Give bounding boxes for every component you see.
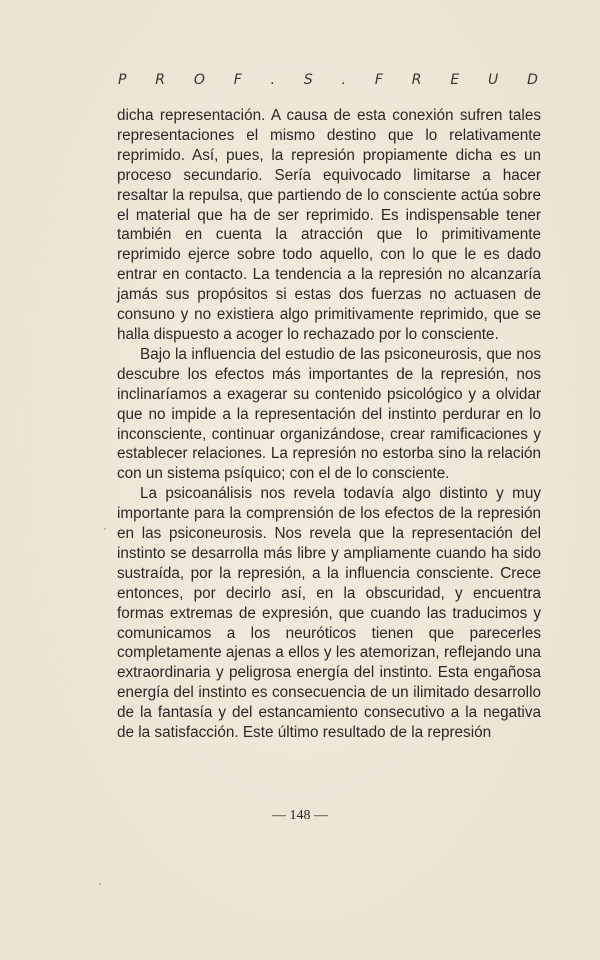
- running-head-letter: R: [411, 72, 422, 88]
- paragraph: dicha representación. A causa de esta conexión sufren tales representaciones el mismo destino que lo relativamente reprimido. Así, pues, la represión propiamente dicha es un proceso secundario. Sería equivocado limitarse a hacer resaltar la repulsa, que partiendo de lo consciente actúa sobre el material que ha de ser reprimido. Es indispensable tener también en cuenta la atracción que lo primitivamente reprimido ejerce sobre todo aquello, con lo que le es dado entrar en contacto. La tendencia a la represión no alcanzaría jamás sus propósitos si estas dos fuerzas no actuasen de consuno y no existiera algo primitivamente reprimido, que se halla dispuesto a acoger lo rechazado por lo consciente.: [117, 107, 541, 343]
- running-head-letter: R: [155, 72, 166, 88]
- paragraph: La psicoanálisis nos revela todavía algo distinto y muy importante para la comprensión de los efectos de la represión en las psiconeurosis. Nos revela que la representación del instinto se desarrolla más libre y ampliamente cuando ha sido sustraída, por la represión, a la influencia consciente. Crece entonces, por decirlo así, en la obscuridad, y encuentra formas extremas de expresión, que cuando las traducimos y comunicamos a los neuróticos tienen que parecerles completamente ajenas a ellos y les atemorizan, reflejando una extraordinaria y peligrosa energía del instinto. Esta engañosa energía del instinto es consecuencia de un ilimitado desarrollo de la fantasía y del estancamiento consecutivo a la negativa de la satisfacción. Este último resultado de la represión: [117, 485, 541, 742]
- running-head-letter: O: [193, 72, 205, 88]
- paper-speck: [104, 528, 106, 530]
- body-text: [117, 106, 541, 743]
- running-head: [118, 72, 538, 88]
- paper-speck: [99, 883, 101, 885]
- page-number: — 148 —: [272, 808, 328, 823]
- running-head-letter: P: [118, 72, 127, 88]
- running-head-letter: S: [303, 72, 313, 88]
- paragraph: Bajo la influencia del estudio de las psiconeurosis, que nos descubre los efectos más importantes de la represión, nos inclinaríamos a exagerar su contenido psicológico y a olvidar que no impide a la representación del instinto perdurar en lo inconsciente, continuar organizándose, crear ramificaciones y establecer relaciones. La represión no estorba sino la relación con un sistema psíquico; con el de lo consciente.: [117, 345, 541, 483]
- running-head-letter: .: [270, 72, 276, 88]
- running-head-letter: U: [488, 72, 499, 88]
- running-head-letter: D: [527, 72, 538, 88]
- running-head-letter: E: [450, 72, 460, 88]
- running-head-letter: F: [233, 72, 242, 88]
- running-head-letter: F: [374, 72, 383, 88]
- running-head-letter: .: [341, 72, 347, 88]
